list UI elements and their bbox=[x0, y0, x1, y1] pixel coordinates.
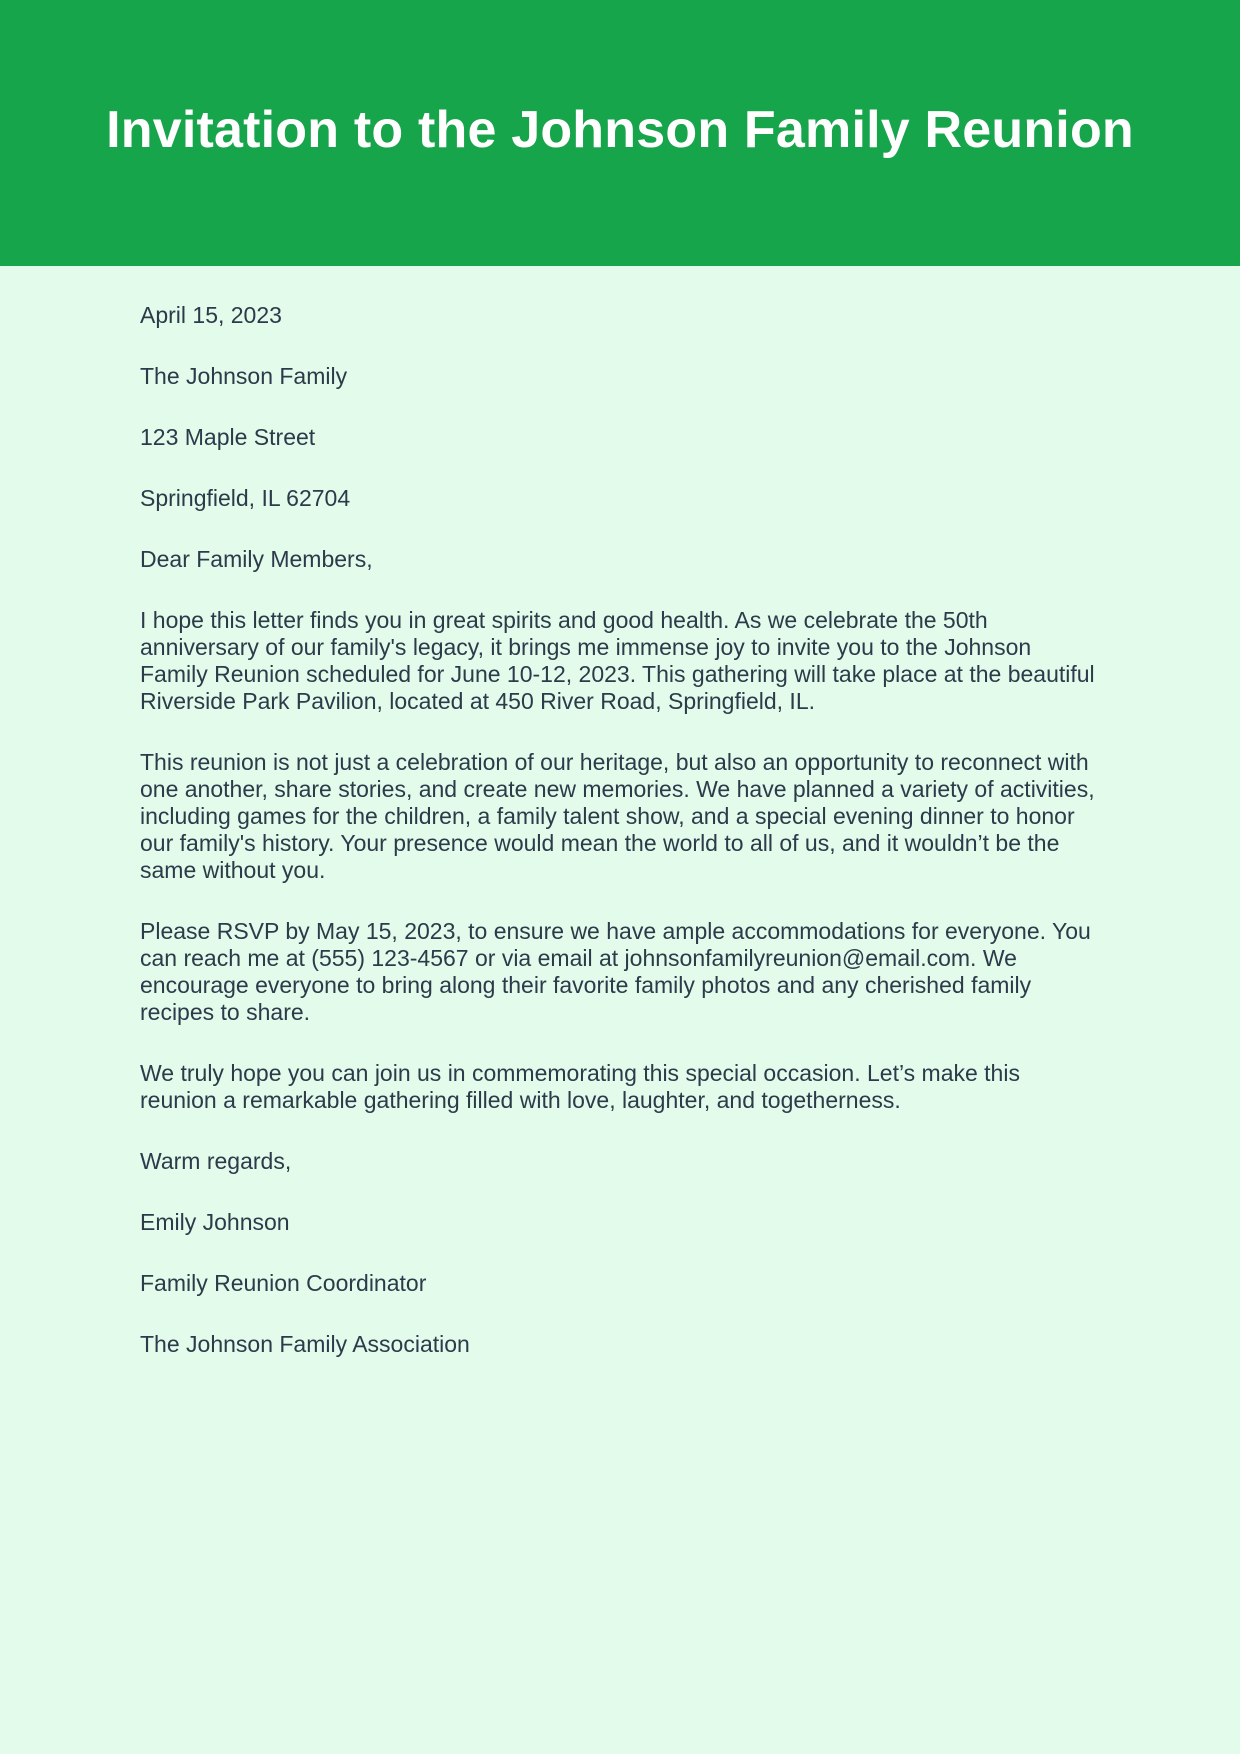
salutation: Dear Family Members, bbox=[140, 546, 373, 572]
address-street: 123 Maple Street bbox=[140, 424, 316, 450]
header-banner bbox=[0, 0, 1240, 266]
signer-organization: The Johnson Family Association bbox=[140, 1331, 470, 1357]
paragraph-closing: We truly hope you can join us in commemorating this special occasion. Let’s make this reunion a remarkable gathering filled with love, laughter, and togetherness. bbox=[140, 1060, 1020, 1113]
paragraph-invitation: I hope this letter finds you in great spirits and good health. As we celebrate the 50th anniversary of our family's legacy, it brings me immense joy to invite you to the Johnson Family Reunion scheduled for June 10-12, 2023. This gathering will take place at the beautiful Riverside Park Pavilion, located at 450 River Road, Springfield, IL. bbox=[140, 607, 1095, 714]
paragraph-rsvp: Please RSVP by May 15, 2023, to ensure we have ample accommodations for everyone. You can reach me at (555) 123-4567 or via email at johnsonfamilyreunion@email.com. We encourage everyone to bring along their favorite family photos and any cherished family recipes to share. bbox=[140, 918, 1091, 1025]
recipient-name: The Johnson Family bbox=[140, 363, 348, 389]
signer-name: Emily Johnson bbox=[140, 1209, 290, 1235]
paragraph-activities: This reunion is not just a celebration of our heritage, but also an opportunity to reconnect with one another, share stories, and create new memories. We have planned a variety of activities, including games for the children, a family talent show, and a special evening dinner to honor our family's history. Your presence would mean the world to all of us, and it wouldn’t be the same without you. bbox=[140, 749, 1095, 883]
letter-date: April 15, 2023 bbox=[140, 302, 282, 328]
address-city: Springfield, IL 62704 bbox=[140, 485, 351, 511]
closing: Warm regards, bbox=[140, 1148, 292, 1174]
page-title: Invitation to the Johnson Family Reunion bbox=[106, 101, 1134, 159]
signer-title: Family Reunion Coordinator bbox=[140, 1270, 427, 1296]
letter-body bbox=[140, 302, 1100, 1392]
